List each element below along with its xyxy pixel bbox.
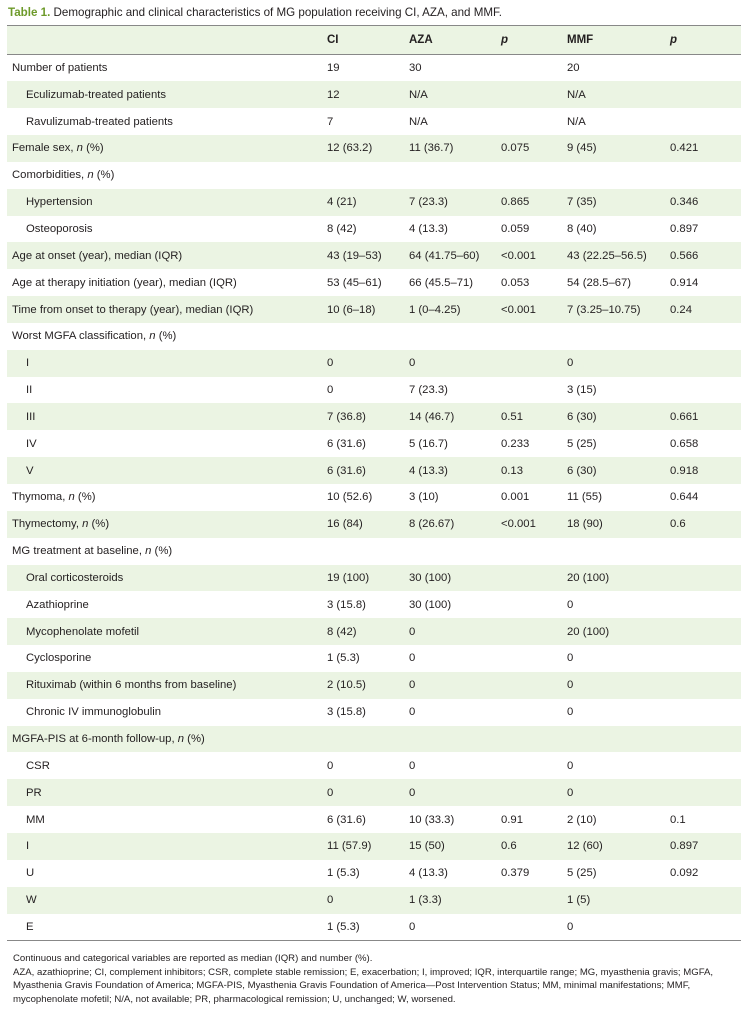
row-label-italic: n (76, 142, 83, 155)
cell-p-aza: 0.233 (501, 437, 530, 450)
row-label (7, 645, 322, 672)
row-label (7, 135, 322, 162)
header-aza: AZA (404, 26, 496, 55)
cell-p-aza: 0.91 (501, 813, 523, 826)
cell-p-mmf (665, 699, 741, 726)
cell-p-aza (496, 108, 562, 135)
cell-p-mmf: 0.24 (670, 303, 692, 316)
cell-ci: 6 (31.6) (327, 464, 366, 477)
cell-aza: N/A (409, 115, 428, 128)
table-body (7, 55, 741, 941)
table-row (7, 726, 741, 753)
cell-p-mmf: 0.092 (670, 867, 699, 880)
table-caption-label: Table 1. (8, 6, 51, 19)
cell-aza: 4 (13.3) (409, 867, 448, 880)
cell-aza: 3 (10) (409, 491, 439, 504)
table-caption (8, 4, 743, 22)
row-label-text: Thymoma, (12, 491, 69, 504)
row-label (7, 887, 322, 914)
row-label (7, 618, 322, 645)
row-label-italic: n (82, 518, 89, 531)
cell-aza: 1 (0–4.25) (409, 303, 461, 316)
row-label (7, 806, 322, 833)
row-label-text: Thymectomy, (12, 518, 83, 531)
cell-aza: 0 (409, 786, 416, 799)
row-label (7, 323, 322, 350)
cell-ci: 19 (100) (327, 571, 370, 584)
cell-ci: 7 (327, 115, 334, 128)
cell-p-mmf: 0.566 (670, 249, 699, 262)
row-label-text: Hypertension (26, 196, 93, 209)
table-caption-text: Demographic and clinical characteristics of MG population receiving CI, AZA, and MMF. (53, 6, 503, 19)
cell-p-mmf (665, 565, 741, 592)
cell-mmf (562, 162, 665, 189)
cell-mmf: 0 (567, 679, 574, 692)
table-row (7, 484, 741, 511)
row-label-italic: n (145, 545, 152, 558)
cell-p-mmf (665, 538, 741, 565)
row-label (7, 484, 322, 511)
cell-aza: 0 (409, 679, 416, 692)
cell-mmf: 2 (10) (567, 813, 597, 826)
cell-ci: 4 (21) (327, 196, 357, 209)
table-row (7, 55, 741, 82)
cell-mmf: 0 (562, 914, 665, 941)
table-row (7, 806, 741, 833)
cell-mmf: 6 (30) (567, 464, 597, 477)
cell-p-aza (496, 699, 562, 726)
cell-p-mmf (665, 323, 741, 350)
cell-p-mmf (665, 55, 741, 82)
cell-p-aza: <0.001 (501, 518, 536, 531)
header-p-aza: p (496, 26, 562, 55)
row-label (7, 55, 322, 82)
cell-p-mmf: 0.897 (670, 840, 699, 853)
cell-ci: 11 (57.9) (327, 840, 372, 853)
cell-p-aza (496, 81, 562, 108)
cell-mmf: 6 (30) (567, 410, 597, 423)
cell-ci: 12 (327, 88, 340, 101)
cell-mmf: 8 (40) (567, 222, 597, 235)
table-row (7, 162, 741, 189)
cell-p-aza: 0.6 (501, 840, 517, 853)
row-label-italic: n (177, 733, 185, 746)
row-label (7, 699, 322, 726)
row-label-text: V (26, 464, 34, 477)
row-label-text: Ravulizumab-treated patients (26, 115, 173, 128)
row-label-suffix: (%) (93, 169, 115, 182)
cell-ci: 1 (5.3) (322, 914, 404, 941)
cell-aza: 7 (23.3) (409, 196, 448, 209)
cell-p-aza (496, 779, 562, 806)
cell-p-mmf (665, 887, 741, 914)
cell-ci: 8 (42) (327, 625, 357, 638)
row-label-text: Rituximab (within 6 months from baseline) (26, 679, 237, 692)
table-row (7, 457, 741, 484)
row-label-text: III (26, 410, 36, 423)
cell-aza (404, 726, 496, 753)
cell-mmf: 18 (90) (567, 518, 603, 531)
table-row (7, 269, 741, 296)
cell-p-mmf (665, 162, 741, 189)
cell-mmf: 12 (60) (567, 840, 603, 853)
cell-p-mmf (665, 726, 741, 753)
cell-mmf: 11 (55) (567, 491, 602, 504)
cell-p-mmf (665, 618, 741, 645)
table-row (7, 887, 741, 914)
cell-mmf: 43 (22.25–56.5) (567, 249, 647, 262)
cell-ci: 1 (5.3) (327, 652, 360, 665)
row-label (7, 350, 322, 377)
cell-aza: 14 (46.7) (409, 410, 455, 423)
row-label-text: Azathioprine (26, 598, 89, 611)
cell-mmf: 0 (567, 598, 574, 611)
row-label-text: I (26, 840, 30, 853)
row-label (7, 162, 322, 189)
cell-aza: 15 (50) (409, 840, 445, 853)
cell-ci: 2 (10.5) (327, 679, 366, 692)
row-label-text: Number of patients (12, 62, 108, 75)
cell-p-aza: 0.51 (501, 410, 523, 423)
cell-p-mmf (665, 752, 741, 779)
cell-mmf: 7 (35) (567, 196, 597, 209)
table-row (7, 108, 741, 135)
cell-aza: 4 (13.3) (409, 464, 448, 477)
cell-p-aza: 0.865 (501, 196, 530, 209)
table-row (7, 538, 741, 565)
row-label-text: MM (26, 813, 45, 826)
cell-mmf (562, 726, 665, 753)
row-label-italic: n (68, 491, 75, 504)
row-label-text: Worst MGFA classification, (12, 330, 150, 343)
cell-p-mmf: 0.914 (670, 276, 699, 289)
cell-ci: 6 (31.6) (327, 813, 366, 826)
cell-ci: 10 (6–18) (327, 303, 376, 316)
cell-p-mmf (665, 914, 741, 941)
cell-aza: 30 (409, 62, 422, 75)
table-row (7, 81, 741, 108)
cell-p-mmf (665, 377, 741, 404)
row-label-suffix: (%) (155, 330, 177, 343)
cell-aza: 7 (23.3) (409, 384, 448, 397)
table-row (7, 216, 741, 243)
cell-ci: 0 (327, 357, 334, 370)
table-row (7, 645, 741, 672)
cell-mmf: 1 (5) (567, 894, 591, 907)
cell-ci: 0 (327, 894, 334, 907)
cell-p-aza (496, 618, 562, 645)
cell-p-aza (496, 55, 562, 82)
cell-p-aza: <0.001 (501, 249, 536, 262)
cell-ci: 16 (84) (327, 518, 363, 531)
cell-p-mmf: 0.661 (670, 410, 699, 423)
cell-p-mmf: 0.421 (670, 142, 699, 155)
row-label (7, 511, 322, 538)
row-label-text: Female sex, (12, 142, 77, 155)
cell-ci: 0 (327, 786, 334, 799)
row-label-text: Age at therapy initiation (year), median (IQR) (12, 276, 237, 289)
cell-ci (322, 162, 404, 189)
cell-aza: 11 (36.7) (409, 142, 454, 155)
table-row (7, 135, 741, 162)
row-label-text: MGFA-PIS at 6-month follow-up, (12, 733, 178, 746)
cell-p-aza: 0.053 (501, 276, 530, 289)
table-header-row (7, 26, 741, 55)
cell-aza: 4 (13.3) (409, 222, 448, 235)
row-label-text: Chronic IV immunoglobulin (26, 706, 162, 719)
cell-mmf: 54 (28.5–67) (567, 276, 632, 289)
cell-p-mmf (665, 672, 741, 699)
cell-mmf: 3 (15) (567, 384, 597, 397)
row-label-text: PR (26, 786, 42, 799)
row-label-text: MG treatment at baseline, (12, 545, 146, 558)
table-row (7, 672, 741, 699)
cell-p-aza (496, 726, 562, 753)
table-row (7, 350, 741, 377)
footnote-1: Continuous and categorical variables are reported as median (IQR) and number (%). (13, 953, 373, 964)
cell-mmf: 20 (100) (567, 625, 610, 638)
row-label (7, 779, 322, 806)
row-label (7, 377, 322, 404)
cell-ci: 19 (327, 62, 340, 75)
cell-p-aza (496, 645, 562, 672)
cell-p-mmf (665, 779, 741, 806)
cell-ci: 0 (327, 759, 334, 772)
row-label (7, 565, 322, 592)
cell-ci (322, 538, 404, 565)
row-label-text: I (26, 357, 30, 370)
cell-p-aza (496, 887, 562, 914)
cell-mmf: 0 (567, 759, 574, 772)
cell-aza (404, 538, 496, 565)
cell-aza: 0 (409, 357, 416, 370)
cell-aza (404, 162, 496, 189)
cell-p-aza (496, 538, 562, 565)
cell-p-aza: 0.379 (501, 867, 530, 880)
header-mmf: MMF (562, 26, 665, 55)
cell-aza: 66 (45.5–71) (409, 276, 474, 289)
row-label (7, 672, 322, 699)
row-label (7, 216, 322, 243)
row-label (7, 752, 322, 779)
table-row (7, 296, 741, 323)
cell-aza: 0 (409, 706, 416, 719)
cell-ci: 43 (19–53) (327, 249, 382, 262)
table-row (7, 403, 741, 430)
row-label-suffix: (%) (88, 518, 110, 531)
row-label (7, 403, 322, 430)
row-label-text: Comorbidities, (12, 169, 88, 182)
cell-mmf: 20 (100) (567, 571, 610, 584)
cell-p-aza (496, 752, 562, 779)
cell-p-mmf (665, 81, 741, 108)
cell-aza: 5 (16.7) (409, 437, 448, 450)
row-label-italic: n (149, 330, 156, 343)
table-row (7, 914, 741, 941)
cell-aza: 64 (41.75–60) (409, 249, 480, 262)
cell-aza: 0 (409, 652, 416, 665)
row-label-text: IV (26, 437, 37, 450)
cell-p-mmf: 0.6 (670, 518, 686, 531)
row-label-suffix: (%) (184, 733, 205, 746)
cell-mmf (562, 323, 665, 350)
cell-p-mmf (665, 645, 741, 672)
row-label-text: Eculizumab-treated patients (26, 88, 167, 101)
cell-mmf (562, 538, 665, 565)
table-footnotes (13, 952, 735, 1006)
cell-aza: 1 (3.3) (409, 894, 442, 907)
row-label (7, 591, 322, 618)
cell-mmf: 0 (567, 652, 574, 665)
header-blank (7, 26, 322, 55)
cell-p-aza (496, 350, 562, 377)
row-label (7, 726, 322, 753)
cell-p-aza: <0.001 (501, 303, 536, 316)
cell-mmf: 0 (567, 706, 574, 719)
table-row (7, 511, 741, 538)
row-label (7, 914, 322, 941)
row-label-text: E (26, 920, 34, 933)
row-label-text: W (26, 894, 37, 907)
cell-aza: 0 (409, 625, 416, 638)
cell-p-aza: 0.059 (501, 222, 530, 235)
table-row (7, 752, 741, 779)
cell-mmf: N/A (567, 88, 586, 101)
header-p-mmf: p (665, 26, 741, 55)
cell-p-aza: 0.075 (501, 142, 530, 155)
cell-ci: 53 (45–61) (327, 276, 382, 289)
row-label-text: Mycophenolate mofetil (26, 625, 140, 638)
cell-p-mmf: 0.658 (670, 437, 699, 450)
row-label (7, 296, 322, 323)
row-label (7, 189, 322, 216)
cell-p-mmf (665, 350, 741, 377)
cell-ci (322, 323, 404, 350)
cell-aza: 0 (404, 914, 496, 941)
cell-p-aza (496, 162, 562, 189)
row-label-text: Osteoporosis (26, 222, 93, 235)
cell-p-aza (496, 914, 562, 941)
row-label-text: Oral corticosteroids (26, 571, 124, 584)
row-label (7, 108, 322, 135)
cell-p-aza: 0.001 (501, 491, 530, 504)
row-label (7, 269, 322, 296)
row-label-text: Age at onset (year), median (IQR) (12, 249, 183, 262)
cell-p-mmf: 0.346 (670, 196, 699, 209)
table-row (7, 699, 741, 726)
cell-ci: 6 (31.6) (327, 437, 366, 450)
cell-mmf: 0 (567, 786, 574, 799)
footnote-2: AZA, azathioprine; CI, complement inhibitors; CSR, complete stable remission; E, exacerbation; I, improved; IQR, interquartile range; MG, myasthenia gravis; MGFA, Myasthenia Gravis Foundation of America; MGFA-PIS, Myasthenia Gravis Foundation of America—Post Intervention Status; MM, minimal manifestations; MMF, mycophenolate mofetil; N/A, not available; PR, pharmacological remission; U, unchanged; W, worsened. (13, 966, 714, 1005)
table-row (7, 242, 741, 269)
characteristics-table (7, 25, 741, 941)
cell-p-aza (496, 565, 562, 592)
cell-mmf: 5 (25) (567, 437, 597, 450)
cell-p-aza: 0.13 (501, 464, 523, 477)
cell-mmf: 7 (3.25–10.75) (567, 303, 641, 316)
cell-ci: 8 (42) (327, 222, 357, 235)
row-label (7, 81, 322, 108)
header-ci: CI (322, 26, 404, 55)
cell-aza: N/A (409, 88, 428, 101)
cell-p-mmf (665, 591, 741, 618)
cell-aza: 30 (100) (409, 598, 452, 611)
table-row (7, 591, 741, 618)
row-label (7, 860, 322, 887)
cell-ci (322, 726, 404, 753)
row-label (7, 242, 322, 269)
table-row (7, 430, 741, 457)
row-label (7, 833, 322, 860)
table-row (7, 323, 741, 350)
table-row (7, 377, 741, 404)
row-label-italic: n (87, 169, 94, 182)
cell-aza: 30 (100) (409, 571, 452, 584)
cell-mmf: 20 (567, 62, 580, 75)
table-row (7, 860, 741, 887)
cell-ci: 1 (5.3) (327, 867, 360, 880)
row-label (7, 538, 322, 565)
cell-ci: 3 (15.8) (327, 706, 366, 719)
cell-mmf: N/A (567, 115, 586, 128)
cell-ci: 10 (52.6) (327, 491, 373, 504)
table-row (7, 189, 741, 216)
table-row (7, 833, 741, 860)
cell-mmf: 0 (567, 357, 574, 370)
cell-p-mmf: 0.918 (670, 464, 699, 477)
row-label-suffix: (%) (82, 142, 104, 155)
cell-p-mmf: 0.1 (670, 813, 686, 826)
cell-aza (404, 323, 496, 350)
cell-aza: 8 (26.67) (409, 518, 455, 531)
cell-p-aza (496, 672, 562, 699)
cell-ci: 0 (327, 384, 334, 397)
cell-ci: 12 (63.2) (327, 142, 373, 155)
cell-aza: 10 (33.3) (409, 813, 455, 826)
row-label-suffix: (%) (74, 491, 96, 504)
cell-ci: 3 (15.8) (327, 598, 366, 611)
cell-aza: 0 (409, 759, 416, 772)
cell-p-aza (496, 377, 562, 404)
cell-p-mmf: 0.644 (670, 491, 699, 504)
row-label-text: Time from onset to therapy (year), median (IQR) (12, 303, 254, 316)
row-label (7, 430, 322, 457)
row-label-text: U (26, 867, 35, 880)
row-label-text: II (26, 384, 33, 397)
table-row (7, 618, 741, 645)
row-label-text: Cyclosporine (26, 652, 92, 665)
cell-mmf: 9 (45) (567, 142, 597, 155)
cell-p-aza (496, 323, 562, 350)
table-row (7, 779, 741, 806)
cell-p-mmf (665, 108, 741, 135)
table-row (7, 565, 741, 592)
row-label (7, 457, 322, 484)
cell-p-mmf: 0.897 (670, 222, 699, 235)
row-label-text: CSR (26, 759, 50, 772)
row-label-suffix: (%) (151, 545, 173, 558)
cell-mmf: 5 (25) (567, 867, 597, 880)
cell-ci: 7 (36.8) (327, 410, 366, 423)
cell-p-aza (496, 591, 562, 618)
